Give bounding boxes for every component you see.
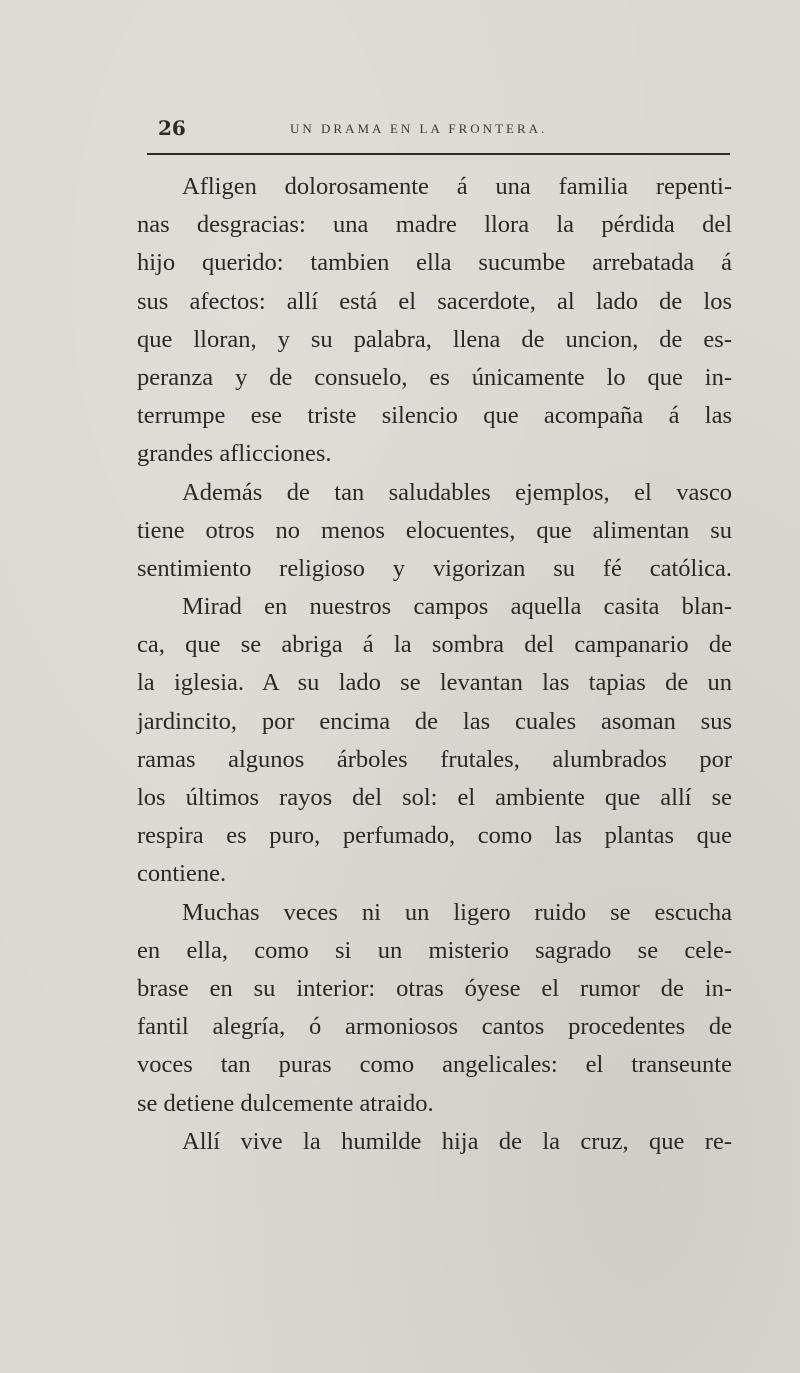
text-line: sentimiento religioso y vigorizan su fé católica. xyxy=(137,554,732,582)
header-rule xyxy=(147,153,730,155)
body-text xyxy=(137,168,732,1161)
text-line: tiene otros no menos elocuentes, que alimentan su xyxy=(137,516,732,544)
text-line: que lloran, y su palabra, llena de uncion, de es- xyxy=(137,325,732,353)
page-header xyxy=(158,116,728,148)
text-line: Muchas veces ni un ligero ruido se escucha xyxy=(182,898,732,926)
text-line: ca, que se abriga á la sombra del campanario de xyxy=(137,631,732,659)
text-line: en ella, como si un misterio sagrado se cele- xyxy=(137,936,732,964)
text-line: hijo querido: tambien ella sucumbe arrebatada á xyxy=(137,249,732,277)
text-line: fantil alegría, ó armoniosos cantos procedentes de xyxy=(137,1013,732,1041)
text-line: grandes aflicciones. xyxy=(137,440,332,468)
text-line: se detiene dulcemente atraido. xyxy=(137,1089,434,1117)
running-title: UN DRAMA EN LA FRONTERA. xyxy=(290,121,548,136)
text-line: Además de tan saludables ejemplos, el vasco xyxy=(182,478,732,506)
text-line: nas desgracias: una madre llora la pérdida del xyxy=(137,211,732,239)
text-line: terrumpe ese triste silencio que acompaña á las xyxy=(137,402,732,430)
text-line: Afligen dolorosamente á una familia repenti- xyxy=(182,173,732,200)
text-line: brase en su interior: otras óyese el rumor de in- xyxy=(137,974,732,1002)
text-line: contiene. xyxy=(137,860,227,888)
text-line: voces tan puras como angelicales: el transeunte xyxy=(137,1051,732,1079)
text-line: sus afectos: allí está el sacerdote, al lado de los xyxy=(137,287,732,315)
text-line: respira es puro, perfumado, como las plantas que xyxy=(137,822,732,850)
text-line: los últimos rayos del sol: el ambiente que allí se xyxy=(137,784,732,811)
text-line: Mirad en nuestros campos aquella casita blan- xyxy=(182,593,732,621)
text-line: Allí vive la humilde hija de la cruz, que re- xyxy=(182,1127,732,1155)
text-line: la iglesia. A su lado se levantan las tapias de un xyxy=(137,669,732,697)
page-number: 26 xyxy=(158,116,186,140)
text-line: ramas algunos árboles frutales, alumbrados por xyxy=(137,745,732,773)
text-line: peranza y de consuelo, es únicamente lo que in- xyxy=(137,363,732,391)
text-line: jardincito, por encima de las cuales asoman sus xyxy=(137,707,732,735)
